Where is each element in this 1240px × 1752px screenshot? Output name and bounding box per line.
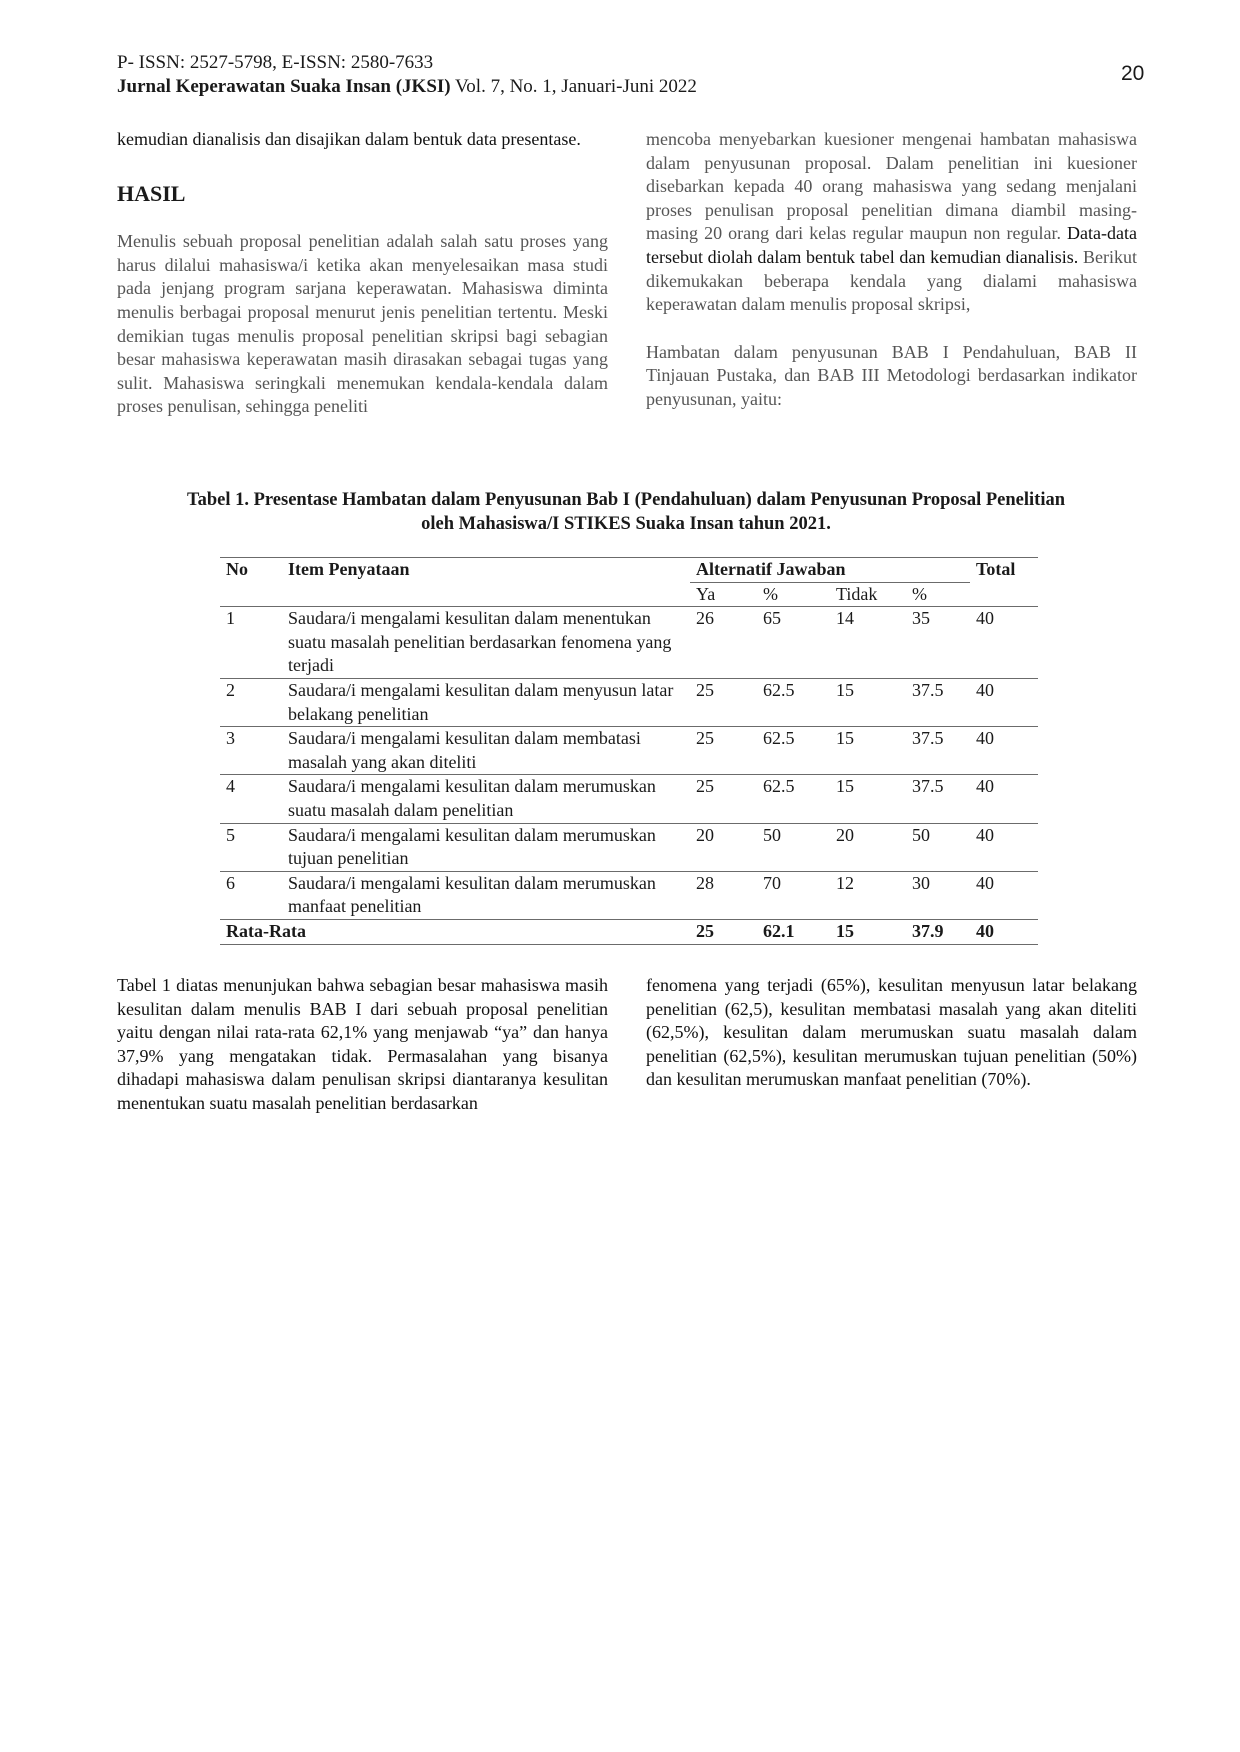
row-pct-tidak: 50 [906,823,970,871]
row-tidak: 15 [830,727,906,775]
table-row [220,607,1038,679]
average-total: 40 [970,919,1038,944]
table-row [220,678,1038,726]
bottom-left-paragraph [117,974,608,1116]
row-pct-tidak: 30 [906,871,970,919]
row-total: 40 [970,678,1038,726]
row-pct-ya: 62.5 [757,727,830,775]
row-total: 40 [970,871,1038,919]
row-pct-tidak: 37.5 [906,775,970,823]
row-ya: 20 [690,823,757,871]
row-pct-tidak: 37.5 [906,727,970,775]
row-no: 1 [220,607,282,679]
journal-issn: P- ISSN: 2527-5798, E-ISSN: 2580-7633 [117,52,434,73]
subheader-pct-ya: % [763,583,778,604]
row-no: 5 [220,823,282,871]
col-header-no: No [220,558,282,583]
row-ya: 28 [690,871,757,919]
average-ya: 25 [690,919,757,944]
row-item: Saudara/i mengalami kesulitan dalam merumuskan tujuan penelitian [282,823,690,871]
left-intro-text: kemudian dianalisis dan disajikan dalam bentuk data presentase. [117,129,581,149]
row-tidak: 15 [830,775,906,823]
left-paragraph: Menulis sebuah proposal penelitian adalah salah satu proses yang harus dilalui mahasiswa/i ketika akan menyelesaikan masa studi pada jenjang program sarjana keperawatan. Mahasiswa diminta menulis berbagai proposal menurut jenis penelitian tertentu. Meski demikian tugas menulis proposal penelitian skripsi bagi sebagian besar mahasiswa keperawatan masih dirasakan sebagai tugas yang sulit. Mahasiswa seringkali menemukan kendala-kendala dalam proses penulisan, sehingga peneliti [117,231,608,417]
row-pct-ya: 65 [757,607,830,679]
row-total: 40 [970,823,1038,871]
right-column [646,128,1137,412]
average-pct-ya: 62.1 [757,919,830,944]
subheader-tidak: Tidak [836,583,878,604]
average-tidak: 15 [830,919,906,944]
row-pct-ya: 62.5 [757,775,830,823]
row-tidak: 15 [830,678,906,726]
row-total: 40 [970,607,1038,679]
row-no: 4 [220,775,282,823]
row-no: 3 [220,727,282,775]
average-label: Rata-Rata [220,919,690,944]
subheader-pct-tidak: % [912,583,927,604]
row-pct-ya: 50 [757,823,830,871]
row-item: Saudara/i mengalami kesulitan dalam membatasi masalah yang akan diteliti [282,727,690,775]
row-item: Saudara/i mengalami kesulitan dalam merumuskan suatu masalah dalam penelitian [282,775,690,823]
row-pct-ya: 70 [757,871,830,919]
row-tidak: 20 [830,823,906,871]
right-paragraph-2: Hambatan dalam penyusunan BAB I Pendahuluan, BAB II Tinjauan Pustaka, dan BAB III Metodologi berdasarkan indikator penyusunan, yaitu: [646,341,1137,409]
row-pct-tidak: 37.5 [906,678,970,726]
row-pct-tidak: 35 [906,607,970,679]
right-para-1c: Berikut dikemukakan beberapa kendala yang dialami mahasiswa keperawatan dalam menulis proposal skripsi, [646,246,1137,315]
row-item: Saudara/i mengalami kesulitan dalam menyusun latar belakang penelitian [282,678,690,726]
subheader-ya: Ya [696,583,716,604]
left-column [117,128,608,419]
journal-volume: Vol. 7, No. 1, Januari-Juni 2022 [450,76,697,97]
bottom-left-text: Tabel 1 diatas menunjukan bahwa sebagian besar mahasiswa masih kesulitan dalam menulis BAB I dari sebuah proposal penelitian yaitu dengan nilai rata-rata 62,1% yang menjawab “ya” dan hanya 37,9% yang mengatakan tidak. Permasalahan yang bisanya dihadapi mahasiswa dalam penulisan skripsi diantaranya kesulitan menentukan suatu masalah penelitian berdasarkan [117,975,608,1113]
table-row [220,727,1038,775]
row-item: Saudara/i mengalami kesulitan dalam merumuskan manfaat penelitian [282,871,690,919]
row-item: Saudara/i mengalami kesulitan dalam menentukan suatu masalah penelitian berdasarkan fenomena yang terjadi [282,607,690,679]
average-pct-tidak: 37.9 [906,919,970,944]
row-ya: 26 [690,607,757,679]
journal-name: Jurnal Keperawatan Suaka Insan (JKSI) [117,76,451,97]
row-ya: 25 [690,727,757,775]
table-row [220,823,1038,871]
bottom-right-paragraph [646,974,1137,1092]
row-total: 40 [970,775,1038,823]
row-no: 2 [220,678,282,726]
table-caption-line-2: oleh Mahasiswa/I STIKES Suaka Insan tahun 2021. [421,514,831,534]
bottom-right-text: fenomena yang terjadi (65%), kesulitan menyusun latar belakang penelitian (62,5), kesulitan membatasi masalah yang akan diteliti (62,5%), kesulitan dalam merumuskan suatu masalah dalam penelitian (62,5%), kesulitan merumuskan tujuan penelitian (50%) dan kesulitan merumuskan manfaat penelitian (70%). [646,975,1137,1090]
table-subheader-row [220,582,1038,607]
row-ya: 25 [690,678,757,726]
table-caption [117,488,1135,536]
journal-title [117,76,697,98]
row-ya: 25 [690,775,757,823]
table-header-row [220,558,1038,583]
right-para-1a: mencoba menyebarkan kuesioner mengenai hambatan mahasiswa dalam penyusunan proposal. Dalam penelitian ini kuesioner disebarkan kepada 40 orang mahasiswa yang sedang menjalani proses penulisan proposal penelitian dimana diambil masing-masing 20 orang dari kelas regular maupun non regular. [646,129,1137,244]
col-header-item: Item Penyataan [282,558,690,583]
row-no: 6 [220,871,282,919]
row-total: 40 [970,727,1038,775]
row-tidak: 12 [830,871,906,919]
row-pct-ya: 62.5 [757,678,830,726]
section-heading: HASIL [117,180,186,206]
table-caption-line-1: Tabel 1. Presentase Hambatan dalam Penyusunan Bab I (Pendahuluan) dalam Penyusunan Proposal Penelitian [186,490,1066,510]
col-header-alternatif: Alternatif Jawaban [690,558,970,583]
table-row [220,871,1038,919]
right-paragraph-1 [646,128,1137,317]
row-tidak: 14 [830,607,906,679]
table-average-row [220,919,1038,944]
page-number: 20 [1121,62,1145,85]
col-header-total: Total [970,558,1038,583]
table-row [220,775,1038,823]
results-table [220,557,1038,945]
right-para-1b: Data-data tersebut diolah dalam bentuk tabel dan kemudian dianalisis. [646,223,1137,267]
